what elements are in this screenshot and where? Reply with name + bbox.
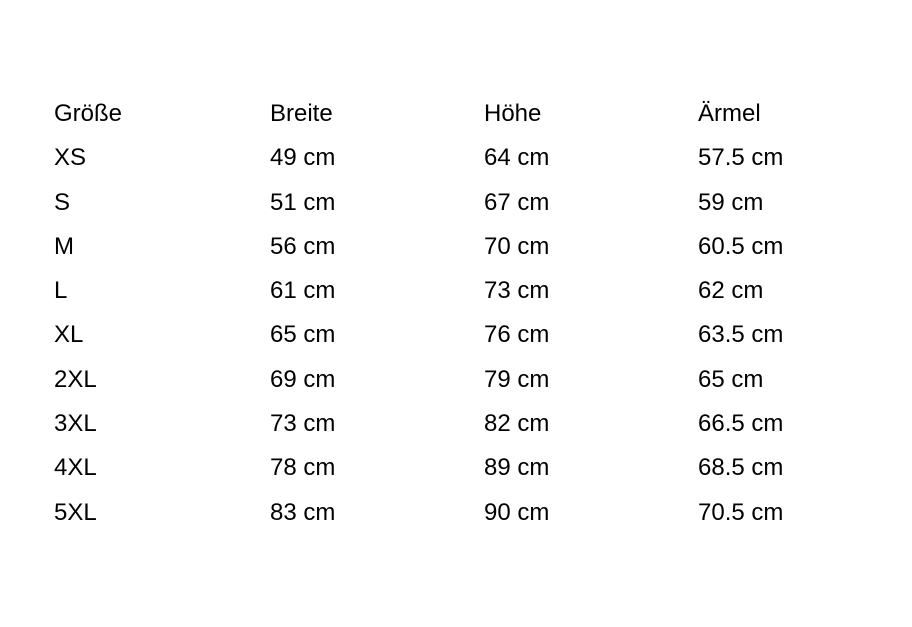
cell-sleeve: 62 cm <box>698 277 764 305</box>
table-row <box>54 358 898 402</box>
cell-height: 64 cm <box>484 144 550 172</box>
cell-size: 3XL <box>54 410 97 438</box>
cell-width: 56 cm <box>270 232 336 260</box>
cell-height: 89 cm <box>484 454 550 482</box>
cell-height: 67 cm <box>484 188 550 216</box>
cell-width: 51 cm <box>270 188 336 216</box>
cell-height: 82 cm <box>484 410 550 438</box>
cell-size: XL <box>54 321 84 349</box>
cell-width: 73 cm <box>270 410 336 438</box>
cell-sleeve: 68.5 cm <box>698 454 784 482</box>
cell-size: 2XL <box>54 365 97 393</box>
table-row <box>54 136 898 180</box>
table-row <box>54 269 898 313</box>
table-row <box>54 491 898 535</box>
column-header-width: Breite <box>270 100 333 127</box>
table-row <box>54 181 898 225</box>
cell-sleeve: 70.5 cm <box>698 498 784 526</box>
cell-size: XS <box>54 144 87 172</box>
table-header <box>54 92 898 136</box>
cell-size: S <box>54 188 71 216</box>
cell-sleeve: 59 cm <box>698 188 764 216</box>
table-body <box>54 136 898 535</box>
cell-size: L <box>54 277 68 305</box>
cell-size: M <box>54 232 74 260</box>
cell-size: 5XL <box>54 498 97 526</box>
cell-width: 49 cm <box>270 144 336 172</box>
cell-sleeve: 63.5 cm <box>698 321 784 349</box>
cell-size: 4XL <box>54 454 97 482</box>
cell-width: 69 cm <box>270 365 336 393</box>
table-row <box>54 402 898 446</box>
cell-height: 79 cm <box>484 365 550 393</box>
cell-sleeve: 66.5 cm <box>698 410 784 438</box>
cell-height: 76 cm <box>484 321 550 349</box>
column-header-height: Höhe <box>484 100 542 127</box>
cell-sleeve: 60.5 cm <box>698 232 784 260</box>
table-row <box>54 446 898 490</box>
table-row <box>54 225 898 269</box>
column-header-sleeve: Ärmel <box>698 100 761 127</box>
size-chart-table <box>54 92 898 535</box>
cell-width: 61 cm <box>270 277 336 305</box>
cell-height: 70 cm <box>484 232 550 260</box>
cell-width: 65 cm <box>270 321 336 349</box>
cell-sleeve: 65 cm <box>698 365 764 393</box>
table-header-row <box>54 92 898 136</box>
cell-height: 73 cm <box>484 277 550 305</box>
cell-width: 78 cm <box>270 454 336 482</box>
table-row <box>54 313 898 357</box>
cell-width: 83 cm <box>270 498 336 526</box>
cell-sleeve: 57.5 cm <box>698 144 784 172</box>
column-header-size: Größe <box>54 100 123 127</box>
cell-height: 90 cm <box>484 498 550 526</box>
